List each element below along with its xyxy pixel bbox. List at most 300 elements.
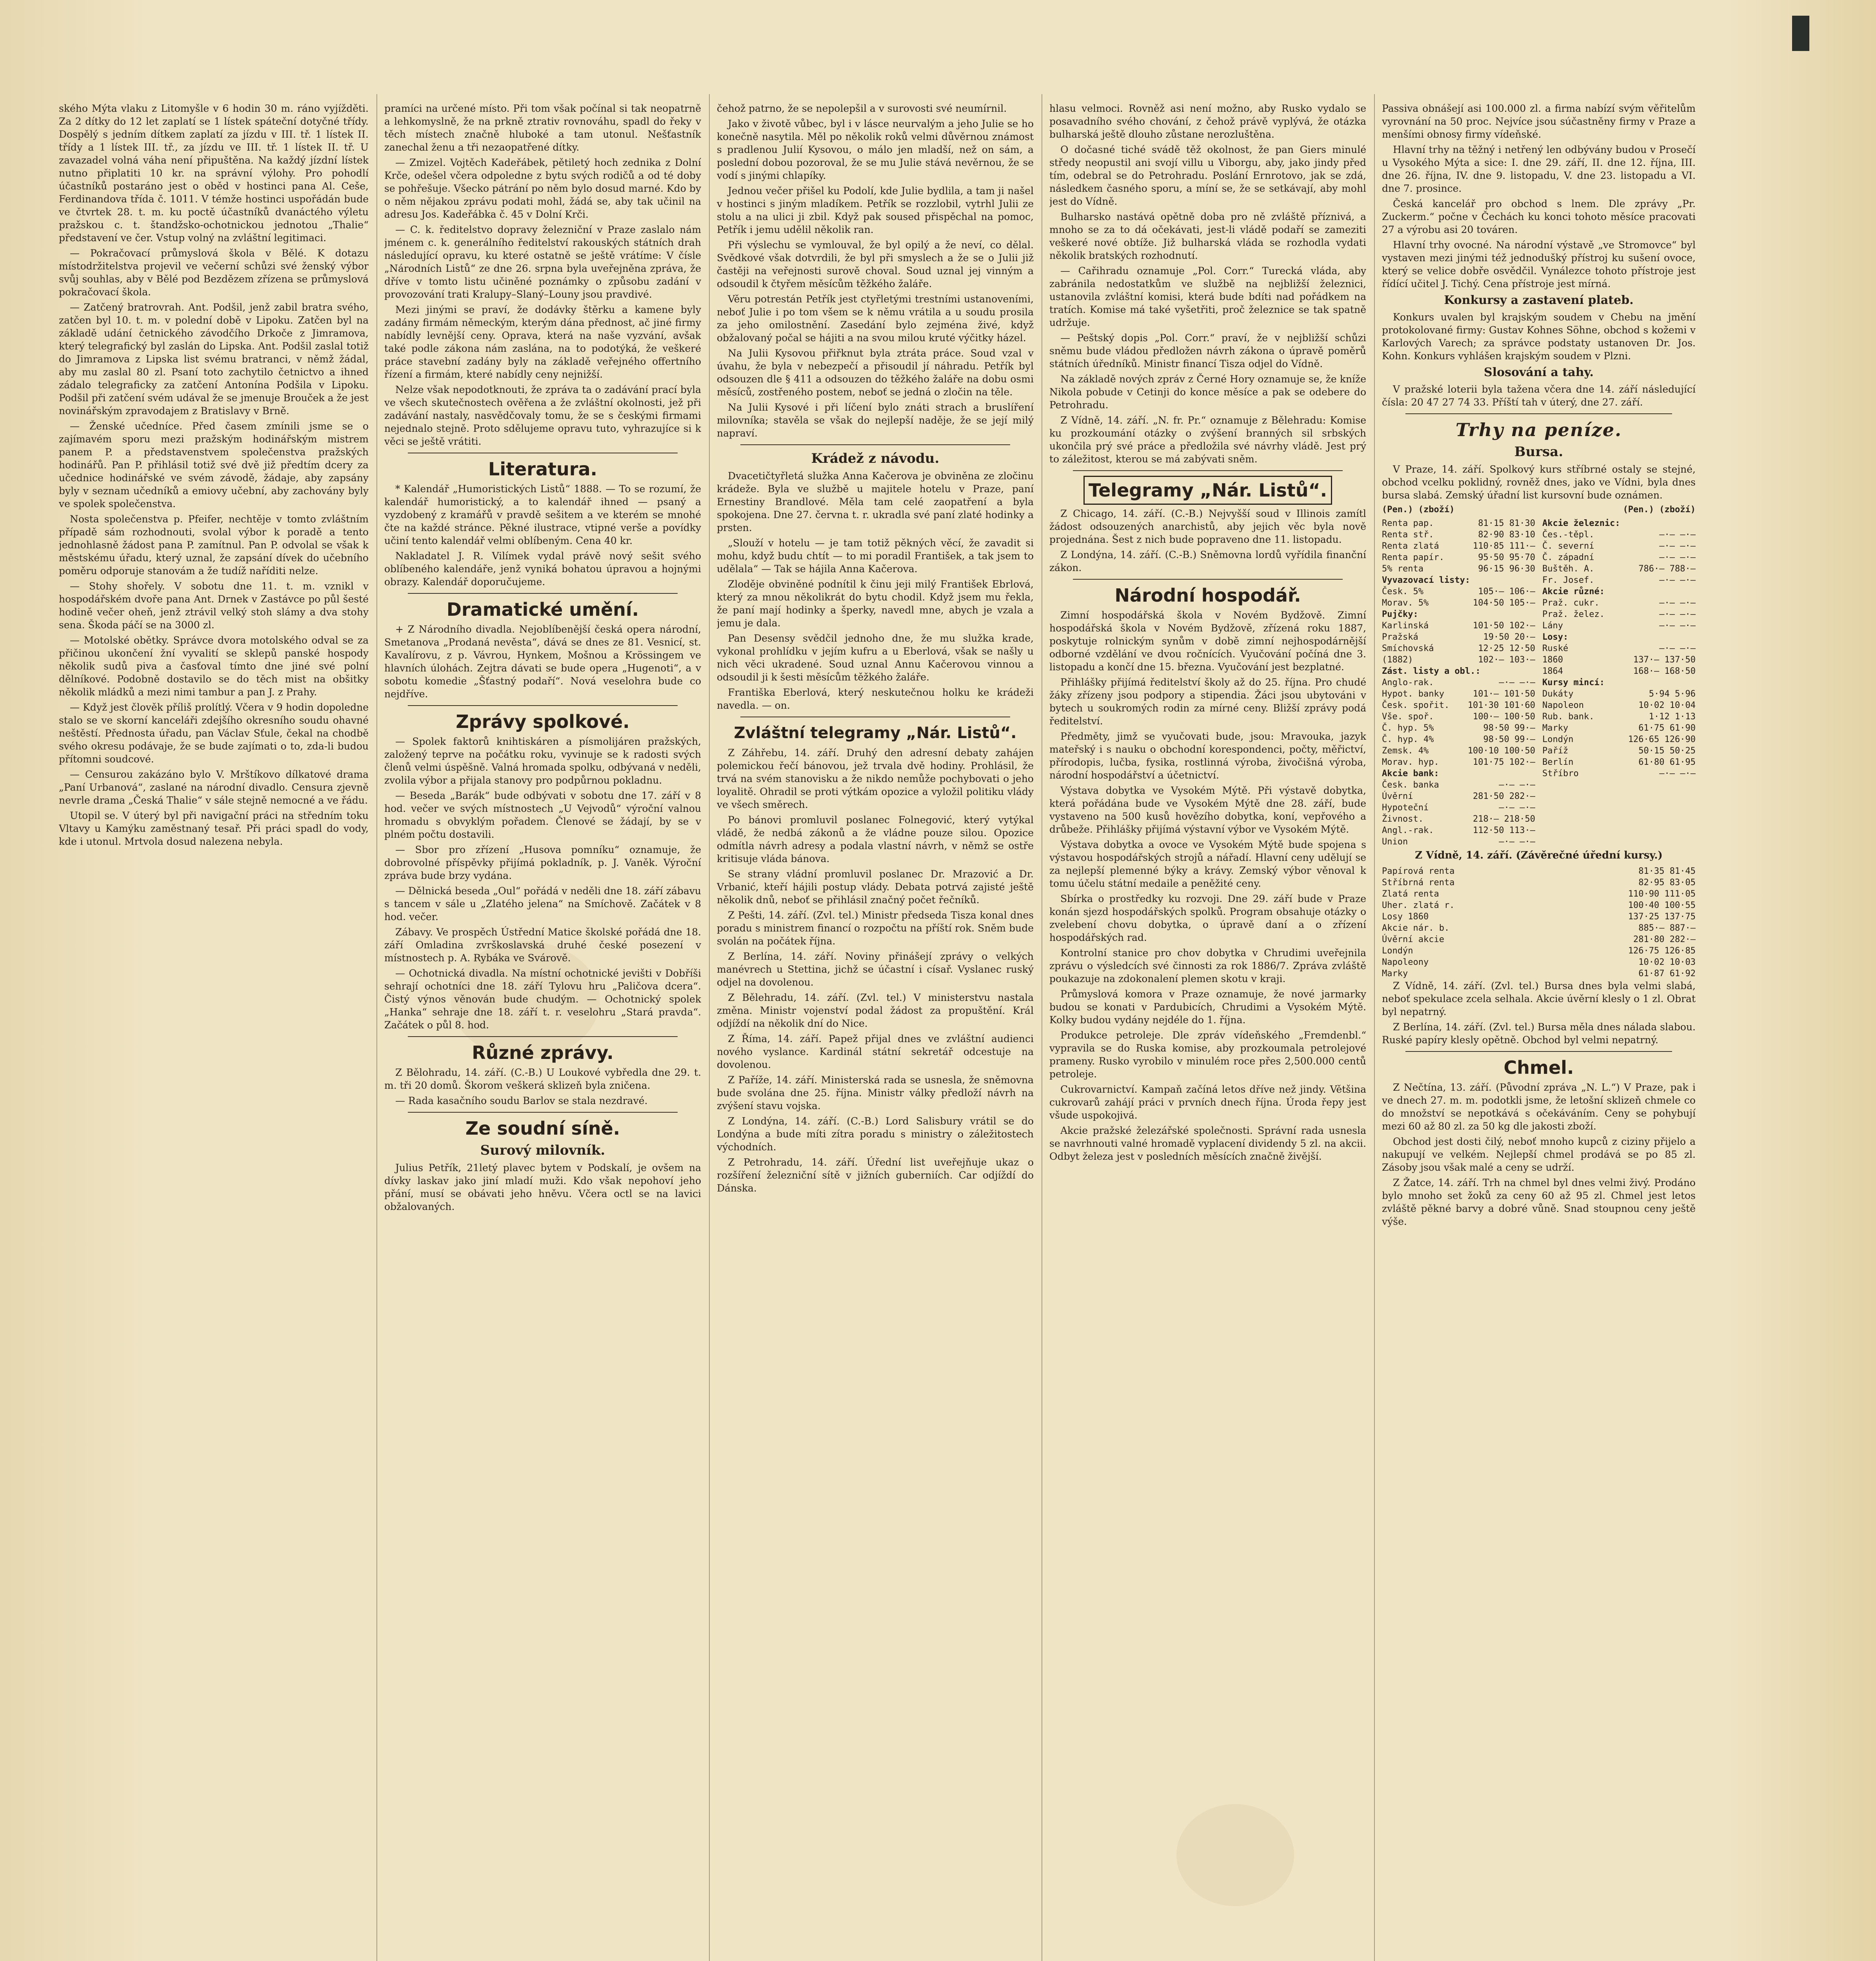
exchange-row xyxy=(1542,631,1696,643)
section-heading-literatura: Literatura. xyxy=(488,458,597,480)
exchange-right-list xyxy=(1542,518,1696,848)
article-paragraph: O dočasné tiché svádě těž okolnost, že pan Giers minulé středy neopustil ani svojí villu u Viborgu, aby, jako jindy před tím, odebral se do Petrohradu. Poslání Ernrotovo, jak se zdá, následkem časného sporu, a míní se, že se setkávají, aby mohl jest do Vídně. xyxy=(1049,144,1366,207)
security-quote: 168·— 168·50 xyxy=(1633,666,1696,676)
security-quote: —·— —·— xyxy=(1659,769,1696,779)
article-paragraph: Na Julii Kysovou přiřknut byla ztráta práce. Soud vzal v úvahu, že byla v nebezpečí a přisoudil jí náhradu. Petřík byl odsouzen dle § 411 a odsouzen do těžkého žaláře na dobu osmi měsíců, zostřeného postem, neboť se jedná o zločin na těle. xyxy=(717,347,1034,398)
boxed-heading: Telegramy „Nár. Listů“. xyxy=(1083,476,1332,505)
security-name: Vše. spoř. xyxy=(1382,712,1434,722)
exchange-row xyxy=(1382,768,1535,779)
exchange-row xyxy=(1542,768,1696,779)
telegram-paragraph: Z Bělehradu, 14. září. (Zvl. tel.) V ministerstvu nastala změna. Ministr vojenství podal žádost za propuštění. Král odjíždí na několik dní do Nice. xyxy=(717,992,1034,1029)
article-paragraph: Františka Eberlová, který neskutečnou holku ke krádeži navedla. — on. xyxy=(717,687,1034,711)
section-heading-ruzne-zpravy: Různé zprávy. xyxy=(472,1042,614,1063)
security-name: Angl.-rak. xyxy=(1382,826,1434,835)
article-paragraph: — Spolek faktorů knihtiskáren a písmolijáren pražských, založený teprve na počátku roku, vyvinuje se k radosti svých členů velmi úspěšně. Valná hromada spolku, odbývaná v neděli, zvolila výbor a přijala stanovy pro podpůrnou pokladnu. xyxy=(384,736,701,786)
security-quote: 100·40 100·55 xyxy=(1628,900,1696,910)
security-quote: —·— —·— xyxy=(1659,621,1696,631)
article-paragraph: Zimní hospodářská škola v Novém Bydžově. Zimní hospodářská škola v Novém Bydžově, zřízená roku 1887, poskytuje rolnickým synům v době zimní nejhospodárnější odborné vzdělání ve dvou ročnících. Vyučování počíná dne 3. listopadu a končí dne 15. března. Vyučování jest bezplatné. xyxy=(1049,609,1366,673)
column-rule xyxy=(709,94,710,1961)
security-quote: 885·— 887·— xyxy=(1638,923,1696,933)
article-paragraph: Věru potrestán Petřík jest ctyřletými trestními ustanoveními, neboť Julie i po tom všem se k němu vrátila a u soudu prosila za jeho omilostnění. Zasedání bylo zejména živé, když obžalovaný počal se hájiti a na svou milou kruté výčitky házel. xyxy=(717,293,1034,344)
exchange-row xyxy=(1542,597,1696,609)
section-heading-konkursy: Konkursy a zastavení plateb. xyxy=(1444,293,1634,307)
article-paragraph: Výstava dobytka a ovoce ve Vysokém Mýtě bude spojena s výstavou hospodářských strojů a nářadí. Hlavní ceny udělují se za nejlepší plemenné býky a krávy. Zemský výbor věnoval k tomu účelu státní medaile a peněžité ceny. xyxy=(1049,839,1366,889)
security-quote: 105·— 106·— xyxy=(1478,587,1535,597)
security-quote: 96·15 96·30 xyxy=(1478,564,1535,574)
article-paragraph: V Praze, 14. září. Spolkový kurs stříbrné ostaly se stejné, obchod vcelku poklidný, rovněž dnes, jako ve Vídni, byla dnes bursa slabá. Zemský úřadní list kursovní bude oznámen. xyxy=(1382,464,1696,501)
security-quote: 281·50 282·— xyxy=(1473,791,1535,801)
security-name: Papírová renta xyxy=(1382,866,1455,876)
article-paragraph: Dvacetičtyřletá služka Anna Kačerova je obviněna ze zločinu krádeže. Byla ve službě u majitele hotelu v Praze, paní Ernestiny Brandlové. Měla tam celé zaopatření a byla spokojena. Dne 27. června t. r. ukradla své paní zlaté hodinky a prsten. xyxy=(717,470,1034,533)
security-quote: —·— —·— xyxy=(1659,609,1696,619)
article-paragraph: Cukrovarnictví. Kampaň začíná letos dříve než jindy. Většina cukrovarů zahájí práci v prvních dnech října. Úroda řepy jest všude uspokojivá. xyxy=(1049,1084,1366,1121)
security-quote: 95·50 95·70 xyxy=(1478,553,1535,562)
article-paragraph: — Zmizel. Vojtěch Kadeřábek, pětiletý hoch zednika z Dolní Krče, odešel včera odpoledne z bytu svých rodičů a od té doby se pohřešuje. Všecko pátrání po něm bylo dosud marné. Kdo by o něm nějakou zprávu podati mohl, žádá se, aby tak učinil na adresu Jos. Kadeřábka č. 45 v Dolní Krči. xyxy=(384,157,701,220)
security-quote: 50·15 50·25 xyxy=(1638,746,1696,756)
security-name: Pražská xyxy=(1382,632,1418,642)
exchange-row xyxy=(1542,575,1696,586)
column-2 xyxy=(384,102,701,1961)
security-name: Morav. 5% xyxy=(1382,598,1429,608)
exchange-row xyxy=(1542,711,1696,722)
security-quote: 61·87 61·92 xyxy=(1638,969,1696,979)
section-rule xyxy=(408,1112,678,1113)
article-paragraph: Přihlášky přijímá ředitelství školy až do 25. října. Pro chudé žáky zřízeny jsou podpory a stipendia. Žáci jsou ubytováni v bytech u soukromých rodin za mírné ceny. Bližší zprávy podá ředitelství. xyxy=(1049,677,1366,727)
article-paragraph: Výstava dobytka ve Vysokém Mýtě. Při výstavě dobytka, která pořádána bude ve Vysokém Mýtě dne 28. září, bude vystaveno na 500 kusů hovězího dobytka, koní, vepřového a drůbeže. Přihlášky přijímá výstavní výbor ve Vysokém Mýtě. xyxy=(1049,785,1366,835)
article-paragraph: ského Mýta vlaku z Litomyšle v 6 hodin 30 m. ráno vyjížděti. Za 2 dítky do 12 let zaplatí se 1 lístek spáteční dotyčné třídy. Dospělý s jedním dítkem zaplatí za jízdu v III. tř. 1 lístek II. třídy a 1 lístek III. tř., za jízdu ve III. tř. 1 lístek II. tř. U zavazadel volná váha není připuštěna. Na každý jízdní lístek nutno připlatiti 10 kr. na správní výlohy. Pro pohodlí účastníků postaráno jest o oběd v hostinci pana Al. Ceše, Ferdinandova třída č. 1011. V témže hostinci uspořádán bude ve čtvrtek 28. t. m. ku poctě účastníků dvanáctého výletu pražskou c. t. štandžsko-ochotnickou jednotou „Thalie“ představení ve čer. Vstup volný na zvláštní legitimaci. xyxy=(59,103,369,244)
security-quote: 82·95 83·05 xyxy=(1638,878,1696,888)
article-heading-kradez: Krádež z návodu. xyxy=(811,451,940,466)
security-name: Stříbrná renta xyxy=(1382,878,1455,888)
security-name: Praž. cukr. xyxy=(1542,598,1600,608)
article-paragraph: Bulharsko nastává opětně doba pro ně zvláště příznivá, a mnoho se za to dá očekávati, jest-li vládě podaří se zameziti veškeré nové obtíže. Již bulharská vláda se rozhodla vydati několik bratských rozhodnutí. xyxy=(1049,211,1366,261)
security-quote: 61·80 61·95 xyxy=(1638,757,1696,767)
exchange-row xyxy=(1542,722,1696,734)
article-paragraph: — Dělnická beseda „Oul“ pořádá v neděli dne 18. září zábavu s tancem v sále u „Zlatého jelena“ na Smíchově. Začátek v 8 hod. večer. xyxy=(384,885,701,922)
article-paragraph: Z Berlína, 14. září. (Zvl. tel.) Bursa měla dnes nálada slabou. Ruské papíry klesly opětně. Obchod byl velmi nepatrný. xyxy=(1382,1021,1696,1046)
article-paragraph: pramíci na určené místo. Při tom však počínal si tak neopatrně a lehkomyslně, že na prkně ztrativ rovnováhu, spadl do řeky v těch místech značně hluboké a tam utonul. Nešťastník zanechal ženu a tři nezaopatřené dítky. xyxy=(384,103,701,153)
security-name: Uher. zlatá r. xyxy=(1382,900,1455,910)
security-quote: 110·85 111·— xyxy=(1473,541,1535,551)
article-paragraph: Passiva obnášejí asi 100.000 zl. a firma nabízí svým věřitelům vyrovnání na 50 proc. Nejvíce jsou súčastněny firmy v Praze a menšími obnosy firmy vídeňské. xyxy=(1382,103,1696,140)
security-quote: —·— —·— xyxy=(1659,644,1696,653)
article-paragraph: Česká kancelář pro obchod s lnem. Dle zprávy „Pr. Zuckerm.“ počne v Čechách ku konci tohoto měsíce pracovati 27 a výrobu asi 20 továren. xyxy=(1382,198,1696,235)
article-paragraph: + Z Národního divadla. Nejoblíbenější česká opera národní, Smetanova „Prodaná nevěsta“, dává se dnes ze 81. Vesnicí, st. Kavalírovu, z p. Vávrou, Hynkem, Mošnou a Krössingem ve hlavních úlohách. Zejtra dávati se bude opera „Hugenoti“, a v sobotu komedie „Šťastný podaří“. Nová veselohra bude co nejdříve. xyxy=(384,624,701,700)
security-quote: —·— —·— xyxy=(1659,598,1696,608)
exchange-row xyxy=(1382,688,1535,700)
article-subheading: Surový milovník. xyxy=(480,1142,605,1158)
security-quote: —·— —·— xyxy=(1659,530,1696,540)
security-quote: 5·94 5·96 xyxy=(1649,689,1696,699)
exchange-row xyxy=(1382,700,1535,711)
article-paragraph: Z Vídně, 14. září. „N. fr. Pr.“ oznamuje z Bělehradu: Komise ku prozkoumání otázky o zvýšení branných sil srbských ukončila prý své práce a předložila své návrhy vládě. Jest prý to záležitost, kterou se má zabývati sněm. xyxy=(1049,415,1366,465)
security-name: Fr. Josef. xyxy=(1542,575,1594,585)
security-name: 1864 xyxy=(1542,666,1563,676)
vienna-rates-table xyxy=(1382,866,1696,979)
security-name: Česk. 5% xyxy=(1382,587,1423,597)
exchange-row xyxy=(1382,552,1535,563)
exchange-row xyxy=(1382,888,1696,900)
telegram-paragraph: Z Říma, 14. září. Papež přijal dnes ve zvláštní audienci nového vyslance. Kardinál státní sekretář odcestuje na dovolenou. xyxy=(717,1033,1034,1070)
exchange-row xyxy=(1382,945,1696,957)
exchange-row xyxy=(1542,552,1696,563)
exchange-row xyxy=(1542,700,1696,711)
section-heading-chmel: Chmel. xyxy=(1503,1057,1574,1078)
exchange-row xyxy=(1542,666,1696,677)
security-name: Stříbro xyxy=(1542,769,1579,779)
section-heading-ze-soudni-sine: Ze soudní síně. xyxy=(465,1118,620,1139)
security-quote: 100·— 100·50 xyxy=(1473,712,1535,722)
exchange-row xyxy=(1382,540,1535,552)
article-paragraph: Nelze však nepodotknouti, že zpráva ta o zadávání prací byla ve všech skutečnostech ověřena a že zvláštní okolnosti, jež při zadávání nastaly, nasvědčovaly tomu, že se s českými firmami nejednalo stejně. Proto sdělujeme opravu tuto, vyhrazujíce si k věci se ještě vrátiti. xyxy=(384,384,701,447)
security-quote: —·— —·— xyxy=(1499,803,1535,813)
article-paragraph: Předměty, jimž se vyučovati bude, jsou: Mravouka, jazyk mateřský i s nauku o obchodní korespondenci, počty, měřictví, přírodopis, lučba, fysika, rostlinná výroba, živočišná výroba, národní hospodářství a účetnictví. xyxy=(1049,731,1366,781)
header-left: (Pen.) (zboží) xyxy=(1382,505,1455,515)
exchange-row xyxy=(1542,620,1696,631)
article-paragraph: Sbírka o prostředky ku rozvoji. Dne 29. září bude v Praze konán sjezd hospodářských spolků. Program obsahuje otázky o zvelebení chovu dobytka, o úpravě daní a o zřízení hospodářských rad. xyxy=(1049,893,1366,943)
telegram-paragraph: Z Záhřebu, 14. září. Druhý den adresní debaty zahájen polemickou řečí bánovou, jež trvala dvě hodiny. Prohlásil, že trvá na svém stanovisku a že nikdo nemůže pochybovati o jeho loyalitě. Ohradil se proti výtkám opozice a vyložil politiku vlády ve všech směrech. xyxy=(717,747,1034,810)
security-name: Kursy mincí: xyxy=(1542,678,1605,688)
security-quote: 102·— 103·— xyxy=(1478,655,1535,665)
article-paragraph: Z Nečtína, 13. září. (Původní zpráva „N. L.“) V Praze, pak i ve dnech 27. m. m. podotkli jsme, že letošní sklizeň chmele co do množství se nepotkává s očekáváním. Ceny se pohybují mezi 60 až 80 zl. za 50 kg dle jakosti zboží. xyxy=(1382,1082,1696,1132)
exchange-table-header xyxy=(1382,504,1696,515)
exchange-row xyxy=(1382,813,1535,825)
exchange-row xyxy=(1382,586,1535,597)
article-paragraph: — Censurou zakázáno bylo V. Mrštíkovo dílkatové drama „Paní Urbanová“, zaslané na národní divadlo. Censura zjevně nevrle drama „Česká Thalie“ v sále stejně nemocné a ve řádu. xyxy=(59,769,369,806)
security-quote: —·— —·— xyxy=(1659,575,1696,585)
column-3 xyxy=(717,102,1034,1961)
security-name: Ruské xyxy=(1542,644,1569,653)
telegram-paragraph: Z Petrohradu, 14. září. Úřední list uveřejňuje ukaz o rozšíření železniční sítě v jižních guberniích. Car odjíždí do Dánska. xyxy=(717,1157,1034,1194)
column-rule xyxy=(1374,94,1375,1961)
exchange-row xyxy=(1382,654,1535,666)
security-name: Akcie různé: xyxy=(1542,587,1605,597)
security-name: Čes.-těpl. xyxy=(1542,530,1594,540)
exchange-rates-table xyxy=(1382,504,1696,848)
article-paragraph: Jako v životě vůbec, byl i v lásce neurvalým a jeho Julie se ho konečně nasytila. Měl po několik roků velmi důvěrnou známost s pradlenou Julií Kysovou, o málo jen mladší, než on sám, a poslední dobou pozoroval, že se mu Julie stává nevěrnou, že se vodí s jinými chlapíky. xyxy=(717,118,1034,181)
security-quote: 10·02 10·03 xyxy=(1638,957,1696,967)
exchange-row xyxy=(1382,620,1535,631)
security-name: Londýn xyxy=(1382,946,1413,956)
security-name: Renta pap. xyxy=(1382,518,1434,528)
exchange-row xyxy=(1382,757,1535,768)
telegram-paragraph: Z Londýna, 14. září. (C.-B.) Sněmovna lordů vyřídila finanční zákon. xyxy=(1049,549,1366,573)
security-quote: —·— —·— xyxy=(1499,678,1535,688)
telegram-paragraph: Po bánovi promluvil poslanec Folnegović, který vytýkal vládě, že nedbá zákonů a že vládne pouze silou. Opozice odmítla návrh adresy a podala vlastní návrh, v němž se ostře kritisuje vláda bánova. xyxy=(717,814,1034,864)
article-paragraph: Kontrolní stanice pro chov dobytka v Chrudimi uveřejnila zprávu o výsledcích své činnosti za rok 1886/7. Zpráva zvláště poukazuje na zdokonalení plemen skotu v kraji. xyxy=(1049,947,1366,984)
security-quote: —·— —·— xyxy=(1659,553,1696,562)
article-paragraph: — Rada kasačního soudu Barlov se stala nezdravé. xyxy=(395,1095,648,1106)
exchange-row xyxy=(1382,866,1696,877)
security-name: Renta papír. xyxy=(1382,553,1444,562)
security-name: Živnost. xyxy=(1382,814,1423,824)
security-quote: 1·12 1·13 xyxy=(1649,712,1696,722)
article-paragraph: — Sbor pro zřízení „Husova pomníku“ oznamuje, že dobrovolné příspěvky přijímá pokladník, p. J. Vaněk. Výroční zpráva bude brzy vydána. xyxy=(384,844,701,881)
article-paragraph: — Ženské učedníce. Před časem zmínili jsme se o zajímavém sporu mezi pražským hodinářským mistrem panem P. a představenstvem společenstva pražských hodinářů. Pan P. přihlásil totiž své dvě již předtím dcery za učednice hodinářské ve svém závodě, žádaje, aby zapsány byly v seznam učedníků a emiovy učební, aby zachovány byly ve spolek společenstva. xyxy=(59,420,369,509)
vienna-rates-heading: Z Vídně, 14. září. (Závěrečné úřední kursy.) xyxy=(1415,850,1663,861)
security-name: Renta zlatá xyxy=(1382,541,1439,551)
security-name: Berlín xyxy=(1542,757,1574,767)
security-name: Paříž xyxy=(1542,746,1569,756)
section-heading-zpravy-spolkove: Zprávy spolkové. xyxy=(456,711,630,732)
security-quote: 101·— 101·50 xyxy=(1473,689,1535,699)
exchange-row xyxy=(1542,688,1696,700)
security-quote: 101·30 101·60 xyxy=(1467,700,1535,710)
security-name: Zlatá renta xyxy=(1382,889,1439,899)
exchange-row xyxy=(1382,802,1535,813)
security-name: Morav. hyp. xyxy=(1382,757,1439,767)
exchange-row xyxy=(1382,575,1535,586)
article-paragraph: Nosta společenstva p. Pfeifer, nechtěje v tomto zvláštním případě sám rozhodnouti, svolal výbor k poradě a tento jednohlasně žádost pana P. zamítnul. Pan P. odvolal se však k městskému úřadu, který uznal, že zapsání dívek do učebního poměru odporuje stanovám a že tudíž naříditi nelze. xyxy=(59,513,369,577)
security-name: Union xyxy=(1382,837,1408,847)
exchange-row xyxy=(1382,529,1535,540)
article-paragraph: Obchod jest dosti čilý, neboť mnoho kupců z ciziny přijelo a nakupují ve velkém. Nejlepší chmel prodává se po 85 zl. Zásoby jsou však malé a ceny se udrží. xyxy=(1382,1136,1696,1173)
security-quote: 98·50 99·— xyxy=(1483,735,1535,744)
exchange-row xyxy=(1382,825,1535,836)
exchange-row xyxy=(1542,757,1696,768)
article-paragraph: čehož patrno, že se nepolepšil a v surovosti své neumírnil. xyxy=(717,103,1007,114)
article-paragraph: Hlavní trhy na těžný i netřený len odbývány budou v Prosečí u Vysokého Mýta a sice: I. dne 29. září, II. dne 12. října, III. dne 26. října, IV. dne 9. listopadu, V. dne 23. listopadu a VI. dne 7. prosince. xyxy=(1382,144,1696,194)
exchange-row xyxy=(1382,518,1535,529)
security-quote: 81·35 81·45 xyxy=(1638,866,1696,876)
article-paragraph: — C. k. ředitelstvo dopravy železniční v Praze zaslalo nám jménem c. k. generálního ředitelství rakouských státních drah následující opravu, ku které ostatně se ještě vrátíme: V čísle „Národních Listů“ ze dne 26. srpna byla uveřejněna zpráva, že dříve v tomto listu učiněné poznámky o způsobu zadání v provozování trati Kralupy–Slaný–Louny jsou pravdivé. xyxy=(384,224,701,300)
security-name: Česk. spořit. xyxy=(1382,700,1450,710)
section-heading-zvlastni-telegramy: Zvláštní telegramy „Nár. Listů“. xyxy=(734,724,1017,742)
security-name: Akcie železnic: xyxy=(1542,518,1620,528)
security-name: Zemsk. 4% xyxy=(1382,746,1429,756)
exchange-row xyxy=(1382,968,1696,979)
article-paragraph: Z Vídně, 14. září. (Zvl. tel.) Bursa dnes byla velmi slabá, neboť spekulace zcela selhala. Akcie úvěrní klesly o 1 zl. Obrat byl nepatrný. xyxy=(1382,980,1696,1017)
article-paragraph: Průmyslová komora v Praze oznamuje, že nové jarmarky budou se konati v Pardubicích, Chrudimi a Vysokém Mýtě. Kolky budou vydány nejdéle do 1. října. xyxy=(1049,988,1366,1026)
article-paragraph: — Pokračovací průmyslová škola v Bělé. K dotazu místodržitelstva projevil ve večerní schůzi své ženský výbor svůj souhlas, aby v Bělé pod Bezdězem zřízena se průmyslová pokračovací škola. xyxy=(59,247,369,298)
exchange-row xyxy=(1382,609,1535,620)
security-name: Hypoteční xyxy=(1382,803,1429,813)
column-1 xyxy=(59,102,369,1961)
security-name: Č. hyp. 5% xyxy=(1382,723,1434,733)
security-name: Marky xyxy=(1542,723,1569,733)
section-heading-telegramy xyxy=(1049,476,1366,505)
security-quote: 61·75 61·90 xyxy=(1638,723,1696,733)
security-name: Česk. banka xyxy=(1382,780,1439,790)
article-paragraph: — Motolské obětky. Správce dvora motolského odval se za přičinou ukončení žní vyvalití se sklepů panské hospody několik sudů piva a časťoval tímto dne jiné své polní dělníkové. Podobně dostavilo se do těch mist na obšitky několik mládků a mezi nimi tambur a pan J. z Prahy. xyxy=(59,635,369,698)
section-rule xyxy=(1073,579,1343,580)
security-quote: 218·— 218·50 xyxy=(1473,814,1535,824)
exchange-row xyxy=(1542,563,1696,575)
exchange-row xyxy=(1542,677,1696,688)
article-paragraph: Mezi jinými se praví, že dodávky štěrku a kamene byly zadány firmám německým, kterým dána přednost, ač jiné firmy nabídly levnější ceny. Oprava, která na naše vyzvání, avšak také podle zákona nám zaslána, na to podotýká, že veškeré práce stavební zadány byly na základě veřejného offertního řízení a firmám, které nabídly ceny nejnižší. xyxy=(384,304,701,380)
section-rule xyxy=(1073,470,1343,471)
security-quote: 81·15 81·30 xyxy=(1478,518,1535,528)
exchange-row xyxy=(1542,586,1696,597)
section-subheading-bursa: Bursa. xyxy=(1514,444,1563,460)
telegram-paragraph: Z Paříže, 14. září. Ministerská rada se usnesla, že sněmovna bude svolána dne 25. října. Ministr války předloží návrh na zvýšení stavu vojska. xyxy=(717,1074,1034,1111)
exchange-row xyxy=(1382,631,1535,643)
article-paragraph: Nakladatel J. R. Vilímek vydal právě nový sešit svého oblíbeného kalendáře, jenž vyniká bohatou úpravou a hojnými obrazy. Kalendář doporučujeme. xyxy=(384,550,701,588)
exchange-row xyxy=(1382,877,1696,888)
section-heading-trhy-na-penize: Trhy na peníze. xyxy=(1455,419,1622,440)
telegram-paragraph: Se strany vládní promluvil poslanec Dr. Mrazović a Dr. Vrbanić, kteří hájili postup vlády. Debata potrvá zajisté ještě několik dnů, neboť se přihlásil značný počet řečníků. xyxy=(717,868,1034,906)
article-paragraph: Produkce petroleje. Dle zpráv vídeňského „Fremdenbl.“ vypravila se do Ruska komise, aby prozkoumala petrolejové prameny. Rusko vyrobilo v minulém roce přes 2,500.000 centů petroleje. xyxy=(1049,1030,1366,1080)
security-name: Renta stř. xyxy=(1382,530,1434,540)
security-name: (1882) xyxy=(1382,655,1413,665)
security-quote: —·— —·— xyxy=(1659,541,1696,551)
security-name: Pujčky: xyxy=(1382,609,1418,619)
section-rule xyxy=(408,1036,678,1037)
security-quote: —·— —·— xyxy=(1499,780,1535,790)
exchange-row xyxy=(1382,934,1696,945)
security-name: Praž. želez. xyxy=(1542,609,1605,619)
security-quote: 104·50 105·— xyxy=(1473,598,1535,608)
security-quote: 101·75 102·— xyxy=(1473,757,1535,767)
article-paragraph: Konkurs uvalen byl krajským soudem v Chebu na jmění protokolované firmy: Gustav Kohnes Söhne, obchod s kožemi v Karlových Varech; za správce podstaty ustanoven Dr. Jos. Kohn. Konkurs vyhlášen krajským soudem v Plzni. xyxy=(1382,311,1696,362)
section-heading-narodni-hospodar: Národní hospodář. xyxy=(1114,585,1301,606)
security-name: Úvěrní xyxy=(1382,791,1413,801)
exchange-row xyxy=(1382,563,1535,575)
security-name: Hypot. banky xyxy=(1382,689,1444,699)
exchange-row xyxy=(1542,518,1696,529)
security-quote: 112·50 113·— xyxy=(1473,826,1535,835)
exchange-row xyxy=(1542,609,1696,620)
security-name: Dukáty xyxy=(1542,689,1574,699)
section-rule xyxy=(740,444,1010,445)
article-paragraph: — Když jest člověk příliš prolítlý. Včera v 9 hodin dopoledne stalo se ve skorní kanceláři zdejšího okresního soudu ohavné neštěstí. Přednosta úřadu, pan Václav Sťule, čekal na chodbě svého okresu podávaje, že se bude zajímati o to, zda-li budou přítomni soudcové. xyxy=(59,702,369,765)
article-paragraph: — Ochotnická divadla. Na místní ochotnické jevišti v Dobříši sehrají ochotníci dne 18. září Tylovu hru „Paličova dcera“. Čistý výnos věnován bude chudým. — Ochotnický spolek „Hanka“ sehraje dne 18. září t. r. veselohru „Stará pravda“. Začátek o půl 8. hod. xyxy=(384,968,701,1031)
security-name: Anglo-rak. xyxy=(1382,678,1434,688)
exchange-row xyxy=(1382,711,1535,722)
security-name: Marky xyxy=(1382,969,1408,979)
binding-tab xyxy=(1792,16,1809,51)
section-rule xyxy=(1405,1051,1672,1052)
exchange-row xyxy=(1542,654,1696,666)
exchange-row xyxy=(1382,666,1535,677)
article-paragraph: Julius Petřík, 21letý plavec bytem v Podskalí, je ovšem na dívky laskav jako jiní mladí muži. Kdo však nepohoví jeho přání, musí se obávati jeho hněvu. Včera octl se na lavici obžalovaných. xyxy=(384,1162,701,1212)
article-paragraph: — Cařihradu oznamuje „Pol. Corr.“ Turecká vláda, aby zabránila nedostatkům ve službě na nejbližší železnici, ustanovila zvláštní komisi, která bude bdíti nad pořádkem na tratích. Komise má také vyšetřiti, proč železnice se tak spatně udržuje. xyxy=(1049,265,1366,328)
security-name: Vyvazovací listy: xyxy=(1382,575,1471,585)
article-paragraph: Zloděje obviněné podnítil k činu jeji milý František Ebrlová, který za mnou několikrát do bytu chodil. Když jsem mu řekla, že paní mají hodinky a šperky, navedl mne, abych je vzala a jemu je dala. xyxy=(717,578,1034,629)
exchange-row xyxy=(1382,597,1535,609)
article-paragraph: — Peštský dopis „Pol. Corr.“ praví, že v nejbližší schůzi sněmu bude vládou předložen návrh zákona o úpravě poměrů státních úředníků. Ministr financí Tisza odjel do Vídně. xyxy=(1049,332,1366,369)
security-quote: 786·— 788·— xyxy=(1638,564,1696,574)
article-paragraph: „Slouží v hotelu — je tam totiž pěkných věcí, že zavadit si mohu, když budu chtít — to mi poradil František, a tak jsem to udělala“ — Tak se hájila Anna Kačerova. xyxy=(717,537,1034,575)
article-paragraph: Z Žatce, 14. září. Trh na chmel byl dnes velmi živý. Prodáno bylo mnoho set žoků za ceny 60 až 95 zl. Chmel jest letos zvláště pěkné barvy a dobré vůně. Snad stoupnou ceny ještě výše. xyxy=(1382,1177,1696,1227)
security-quote: 19·50 20·— xyxy=(1483,632,1535,642)
section-rule xyxy=(408,593,678,594)
security-name: Losy: xyxy=(1542,632,1569,642)
security-quote: 110·90 111·05 xyxy=(1628,889,1696,899)
exchange-row xyxy=(1382,957,1696,968)
article-paragraph: Akcie pražské železářské společnosti. Správní rada usnesla se navrhnouti valné hromadě vyplacení dividendy 5 zl. na akcii. Odbyt železa jest v posledních měsících značně živější. xyxy=(1049,1125,1366,1162)
security-name: Úvěrní akcie xyxy=(1382,935,1444,944)
section-heading-slosovani: Slosování a tahy. xyxy=(1484,366,1594,379)
security-name: Zást. listy a obl.: xyxy=(1382,666,1481,676)
telegram-paragraph: Z Berlína, 14. září. Noviny přinášejí zprávy o velkých manévrech u Stettina, jichž se účastní i císař. Vyslanec ruský odjel na dovolenou. xyxy=(717,951,1034,988)
security-name: Rub. bank. xyxy=(1542,712,1594,722)
article-paragraph: — Stohy shořely. V sobotu dne 11. t. m. vznikl v hospodářském dvoře pana Ant. Drnek v Zastávce po půl šesté hodině večer oheň, jenž ztrávil velký stoh slámy a dva stohy sena. Škoda páčí se na 3000 zl. xyxy=(59,580,369,631)
article-paragraph: Zábavy. Ve prospěch Ústřední Matice školské pořádá dne 18. září Omladina zvrškoslavská druhé české posezení v místnostech p. A. Rybáka ve Svárově. xyxy=(384,926,701,964)
security-name: Č. západní xyxy=(1542,553,1594,562)
security-quote: 281·80 282·— xyxy=(1633,935,1696,944)
security-name: Smíchovská xyxy=(1382,644,1434,653)
article-paragraph: — Beseda „Barák“ bude odbývati v sobotu dne 17. září v 8 hod. večer ve svých místnostech „U Vejvodů“ výroční valnou hromadu s obvyklým pořadem. Členové se žádají, by se v plném počtu dostavili. xyxy=(384,790,701,840)
exchange-row xyxy=(1542,734,1696,745)
column-5 xyxy=(1382,102,1696,1961)
security-name: 5% renta xyxy=(1382,564,1423,574)
article-paragraph: Při výslechu se vymlouval, že byl opilý a že neví, co dělal. Svědkové však dotvrdili, že byl při smyslech a že se o Julii již častěji na veřejnosti surově choval. Soud uznal jej vinným a odsoudil k čtyřem měsícům těžkého žaláře. xyxy=(717,239,1034,289)
security-quote: 126·65 126·90 xyxy=(1628,735,1696,744)
exchange-row xyxy=(1542,529,1696,540)
column-rule xyxy=(376,94,377,1961)
article-paragraph: * Kalendář „Humoristických Listů“ 1888. — To se rozumí, že kalendář humoristický, a to kalendář ihned — psaný a vyzdobený z kramářů v pravdě sešitem a ve kterém se mnohé čte na každé stránce. Pěkné ilustrace, vtipné verše a povídky učiní tento kalendář velmi oblíbeným. Cena 40 kr. xyxy=(384,483,701,546)
exchange-row xyxy=(1382,745,1535,757)
article-paragraph: Na základě nových zpráv z Černé Hory oznamuje se, že kníže Nikola pobude v Cetinji do konce měsíce a pak se odebere do Petrohradu. xyxy=(1049,373,1366,411)
exchange-row xyxy=(1382,643,1535,654)
exchange-row xyxy=(1542,745,1696,757)
exchange-left-list xyxy=(1382,518,1535,848)
security-name: Lány xyxy=(1542,621,1563,631)
exchange-row xyxy=(1382,900,1696,911)
security-quote: 137·— 137·50 xyxy=(1633,655,1696,665)
article-paragraph: Utopil se. V úterý byl při navigační práci na středním toku Vltavy u Kamýku zaměstnaný tesař. Při práci spadl do vody, kde i utonul. Mrtvola dosud nalezena nebyla. xyxy=(59,810,369,847)
security-quote: 98·50 99·— xyxy=(1483,723,1535,733)
article-paragraph: Na Julii Kysové i při líčení bylo znáti strach a bruslíření milovníka; stavěla se však do nejlepší naděje, že se její milý napraví. xyxy=(717,402,1034,439)
security-quote: 10·02 10·04 xyxy=(1638,700,1696,710)
security-name: 1860 xyxy=(1542,655,1563,665)
section-rule xyxy=(408,705,678,706)
security-quote: 126·75 126·85 xyxy=(1628,946,1696,956)
security-quote: 100·10 100·50 xyxy=(1467,746,1535,756)
telegram-paragraph: Z Pešti, 14. září. (Zvl. tel.) Ministr předseda Tisza konal dnes poradu s ministrem financí o rozpočtu na příští rok. Sněm bude svolán na počátek října. xyxy=(717,910,1034,947)
security-name: Napoleony xyxy=(1382,957,1429,967)
security-quote: 137·25 137·75 xyxy=(1628,912,1696,922)
exchange-row xyxy=(1382,779,1535,791)
article-paragraph: hlasu velmoci. Rovněž asi není možno, aby Rusko vydalo se posavadního svého chování, z čehož právě vyplývá, že otázka bulharská ještě dlouho zůstane nerozluštěna. xyxy=(1049,103,1366,140)
security-name: Karlinská xyxy=(1382,621,1429,631)
article-paragraph: — Zatčený bratrovrah. Ant. Podšil, jenž zabil bratra svého, zatčen byl 10. t. m. v polední době v Lipoku. Zatčen byl na základě udání četnického závodčího Drkoče z Jimramova, který telegrafický byl zaslán do Lipska. Ant. Podšil zaslal totiž do Jimramova z Lipska list svému bratranci, v němž žádal, aby mu zaslal 80 zl. Psaní toto zachytilo četnictvo a ihned zádalo telegraficky za zatčení Antonína Podšila v Lipoku. Podšil při zatčení svém udával že se jmenuje Brouček a že jest novinářským zpravodajem z Bratislavy v Brně. xyxy=(59,302,369,417)
section-heading-dramaticke-umeni: Dramatické umění. xyxy=(446,599,639,620)
exchange-row xyxy=(1382,677,1535,688)
telegram-paragraph: Z Londýna, 14. září. (C.-B.) Lord Salisbury vrátil se do Londýna a bude míti zítra poradu s ministry o záležitostech východních. xyxy=(717,1115,1034,1153)
column-4 xyxy=(1049,102,1366,1961)
header-right: (Pen.) (zboží) xyxy=(1623,505,1696,515)
article-paragraph: Pan Desensy svědčil jednoho dne, že mu služka krade, vykonal prohlídku v jejím kufru a u Eberlová, však se našly u nich věci ukradené. Soud uznal Annu Kačerovou vinnou a odsoudil ji k šesti měsícům těžkého žaláře. xyxy=(717,633,1034,683)
security-quote: 12·25 12·50 xyxy=(1478,644,1535,653)
article-paragraph: V pražské loterii byla tažena včera dne 14. září následující čísla: 20 47 27 74 33. Příští tah v úterý, dne 27. září. xyxy=(1382,384,1696,408)
exchange-row xyxy=(1382,911,1696,922)
security-name: Londýn xyxy=(1542,735,1574,744)
exchange-row xyxy=(1382,722,1535,734)
security-name: Akcie nár. b. xyxy=(1382,923,1450,933)
telegram-paragraph: Z Chicago, 14. září. (C.-B.) Nejvyšší soud v Illinois zamítl žádost odsouzených anarchistů, aby jejich věc byla nově projednána. Šest z nich bude popraveno dne 11. listopadu. xyxy=(1049,508,1366,545)
security-name: Napoleon xyxy=(1542,700,1584,710)
article-paragraph: Z Bělohradu, 14. září. (C.-B.) U Loukové vybředla dne 29. t. m. tři 20 domů. Škorom veškerá sklizeň byla zničena. xyxy=(384,1067,701,1091)
article-paragraph: Hlavní trhy ovocné. Na národní výstavě „ve Stromovce“ byl vystaven mezi jinými též jednodušký přístroj ku sušení ovoce, který se velice dobře osvědčil. Vynálezce tohoto přístroje jest řídící učitel J. Tichý. Cena přístroje jest mírná. xyxy=(1382,239,1696,289)
security-name: Akcie bank: xyxy=(1382,769,1439,779)
security-name: Č. hyp. 4% xyxy=(1382,735,1434,744)
security-quote: 101·50 102·— xyxy=(1473,621,1535,631)
exchange-row xyxy=(1382,922,1696,934)
exchange-row xyxy=(1382,734,1535,745)
exchange-row xyxy=(1382,791,1535,802)
exchange-row xyxy=(1542,643,1696,654)
security-quote: 82·90 83·10 xyxy=(1478,530,1535,540)
security-quote: —·— —·— xyxy=(1499,837,1535,847)
exchange-row xyxy=(1382,836,1535,848)
security-name: Č. severní xyxy=(1542,541,1594,551)
exchange-row xyxy=(1542,540,1696,552)
security-name: Buštěh. A. xyxy=(1542,564,1594,574)
section-rule xyxy=(1405,413,1672,414)
article-paragraph: Jednou večer přišel ku Podolí, kde Julie bydlila, a tam ji našel v hostinci s jiným mladíkem. Petřík se rozzlobil, vytrhl Julii ze stolu a na ulici ji zbil. Když pak soused přispěchal na pomoc, Petřík i jemu udělil několik ran. xyxy=(717,185,1034,235)
